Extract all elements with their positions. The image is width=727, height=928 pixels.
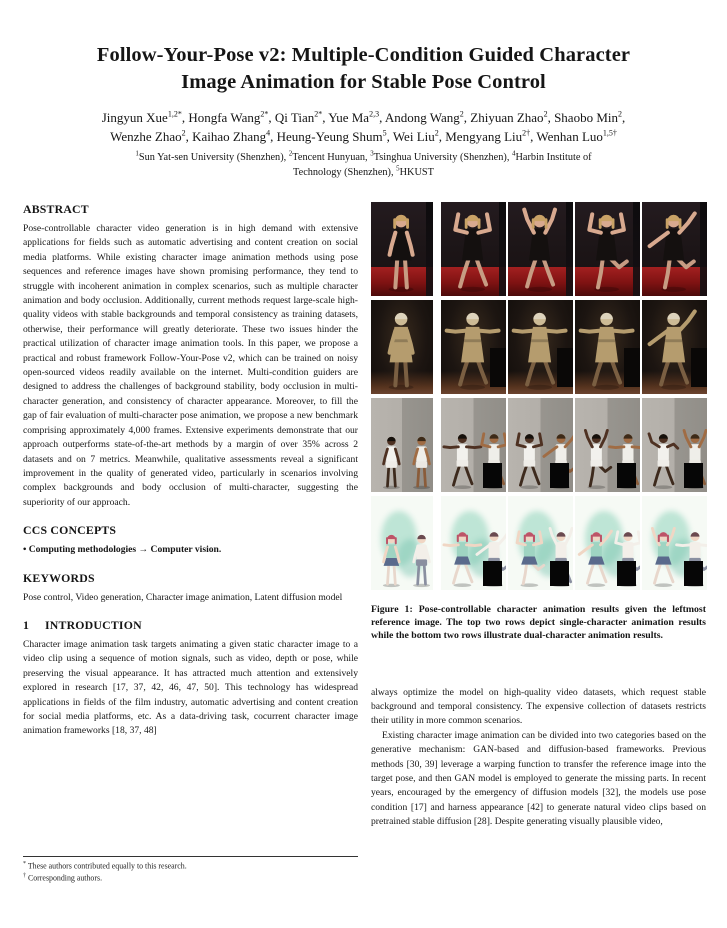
figure-cell-museum-reference [371,300,433,394]
footnotes [23,856,358,884]
figure-cell-gym-frame-2 [508,398,573,492]
authors-line-1: Jingyun Xue$^{1,2*}$, Hongfa Wang$^{2*}$, Qi Tian$^{2*}$, Yue Ma$^{2,3}$, Andong Wang$^2$, Zhiyuan Zhao$^2$, Shaobo Min$^2$, [101,109,626,125]
figure-row-gym [371,398,707,492]
two-column-body [23,202,707,830]
right-column-text [371,686,706,830]
paper-title: Follow-Your-Pose v2: Multiple-Condition Guided Character Image Animation for Stable Pose Control [96,44,631,94]
introduction-text: Character image animation task targets animating a given static character image to a video clip using a sequence of motion signals, such as video, depth or pose, while preserving the visual appearance. It has attracted much attention and extensively explored in research [17, 37, 42, 46, 47, 50]. This technology has widespread applications in fields of the film industry, automatic advertising and content creation for social media platforms, etc. As a data-driving task, cocurrent character image animation frameworks [18, 37, 48] [23,638,358,737]
keywords-heading: KEYWORDS [23,570,95,585]
figure-cell-gym-frame-1 [441,398,506,492]
figure-cell-gym-frame-3 [575,398,640,492]
figure-row-red-carpet [371,202,707,296]
right-column [371,202,706,830]
figure-cell-anime-frame-3 [575,496,640,590]
watermark-box [483,561,502,586]
figure-cell-museum-frame-3 [575,300,640,394]
figure-cell-museum-frame-1 [441,300,506,394]
figure-cell-red-carpet-frame-3 [575,202,640,296]
left-column [23,202,358,830]
figure-cell-anime-frame-4 [642,496,707,590]
figure-cell-red-carpet-reference [371,202,433,296]
footnote: * These authors contributed equally to this research. [23,861,187,871]
abstract-text: Pose-controllable character video generation is in high demand with extensive applications for fields such as automatic advertising and content creation on social media platforms. While existing character image animation methods using pose sequences and reference images have shown promising performance, they tend to struggle with incoherent animation in complex scenarios, such as multiple character animation and body occlusion. Additionally, current methods request large-scale high-quality videos with stable backgrounds and temporal consistency as training datasets, otherwise, their performance will greatly deteriorate. These two issues hinder the practical utilization of character image animation tools. In this paper, we propose a practical and robust framework Follow-Your-Pose v2, which can be trained on noisy open-sourced videos readily available on the internet. Multi-condition guiders are designed to address the challenges of background stability, body occlusion in multi-character generation, and consistency of character appearance. Moreover, to fill the gap of fair evaluation of multi-character pose animation, we propose a new benchmark comprising approximately 4,000 frames. Extensive experiments demonstrate that our approach outperforms state-of-the-art methods by a margin of over 35% across 2 datasets and on 7 metrics. Meanwhile, qualitative assessments reveal a significant improvement in the quality of generated video, particularly in scenarios involving complex backgrounds and body occlusion of multi-character, suggesting the superiority of our approach. [23,223,358,508]
ccs-heading: CCS CONCEPTS [23,523,117,538]
affiliations: $^1$Sun Yat-sen University (Shenzhen), $^2$Tencent Hunyuan, $^3$Tsinghua University (Shenzhen), $^4$Harbin Institute of Technology (Shenzhen), $^5$HKUST [135,149,592,178]
figure-1-caption: Figure 1: Pose-controllable character animation results given the leftmost reference image. The top two rows depict single-character animation results while the bottom two rows illustrate dual-character animation results. [371,604,706,642]
watermark-box [483,463,502,488]
watermark-box [617,463,636,488]
watermark-box [684,561,703,586]
watermark-box [684,463,703,488]
introduction-heading [23,618,358,633]
keywords-text: Pose control, Video generation, Character image animation, Latent diffusion model [23,591,343,603]
abstract-heading: ABSTRACT [23,202,89,216]
authors-line-2: Wenzhe Zhao$^2$, Kaihao Zhang$^4$, Heung-Yeung Shum$^5$, Wei Liu$^2$, Mengyang Liu$^{2\dagger}$, Wenhan Luo$^{1,5\dagger}$ [110,129,617,145]
figure-cell-red-carpet-frame-1 [441,202,506,296]
section-number: 1 [23,617,30,632]
footnote: † Corresponding authors. [23,872,103,883]
watermark-box [550,561,569,586]
figure-cell-red-carpet-frame-2 [508,202,573,296]
figure-cell-gym-reference [371,398,433,492]
figure-cell-museum-frame-2 [508,300,573,394]
figure-cell-anime-frame-1 [441,496,506,590]
section-title: INTRODUCTION [45,617,142,632]
figure-cell-red-carpet-frame-4 [642,202,707,296]
paper-header [0,0,727,181]
paragraph: always optimize the model on high-quality video datasets, which request stable background and temporal consistency. The expensive collection of datasets restricts their utility in more common scenarios. [371,686,706,727]
figure-1 [371,202,707,590]
figure-cell-anime-reference [371,496,433,590]
figure-row-museum [371,300,707,394]
figure-cell-anime-frame-2 [508,496,573,590]
figure-row-anime [371,496,707,590]
watermark-box [550,463,569,488]
watermark-box [617,561,636,586]
ccs-concepts-line: • Computing methodologies → Computer vision. [23,544,222,556]
author-list [34,108,694,147]
figure-cell-gym-frame-4 [642,398,707,492]
figure-cell-museum-frame-4 [642,300,707,394]
paragraph: Existing character image animation can be divided into two categories based on the generative mechanism: GAN-based and diffusion-based frameworks. Previous methods [30, 39] leverage a warping function to transfer the reference image into the target pose, and then GAN model is employed to generate the missing parts. In recent years, encouraged by the emergency of diffusion models [32], the models use pose condition [17] and harness appearance [42] to generate natural video clips based on pretrained stable diffusion [28]. Despite generating visually plausible video, [371,729,706,828]
